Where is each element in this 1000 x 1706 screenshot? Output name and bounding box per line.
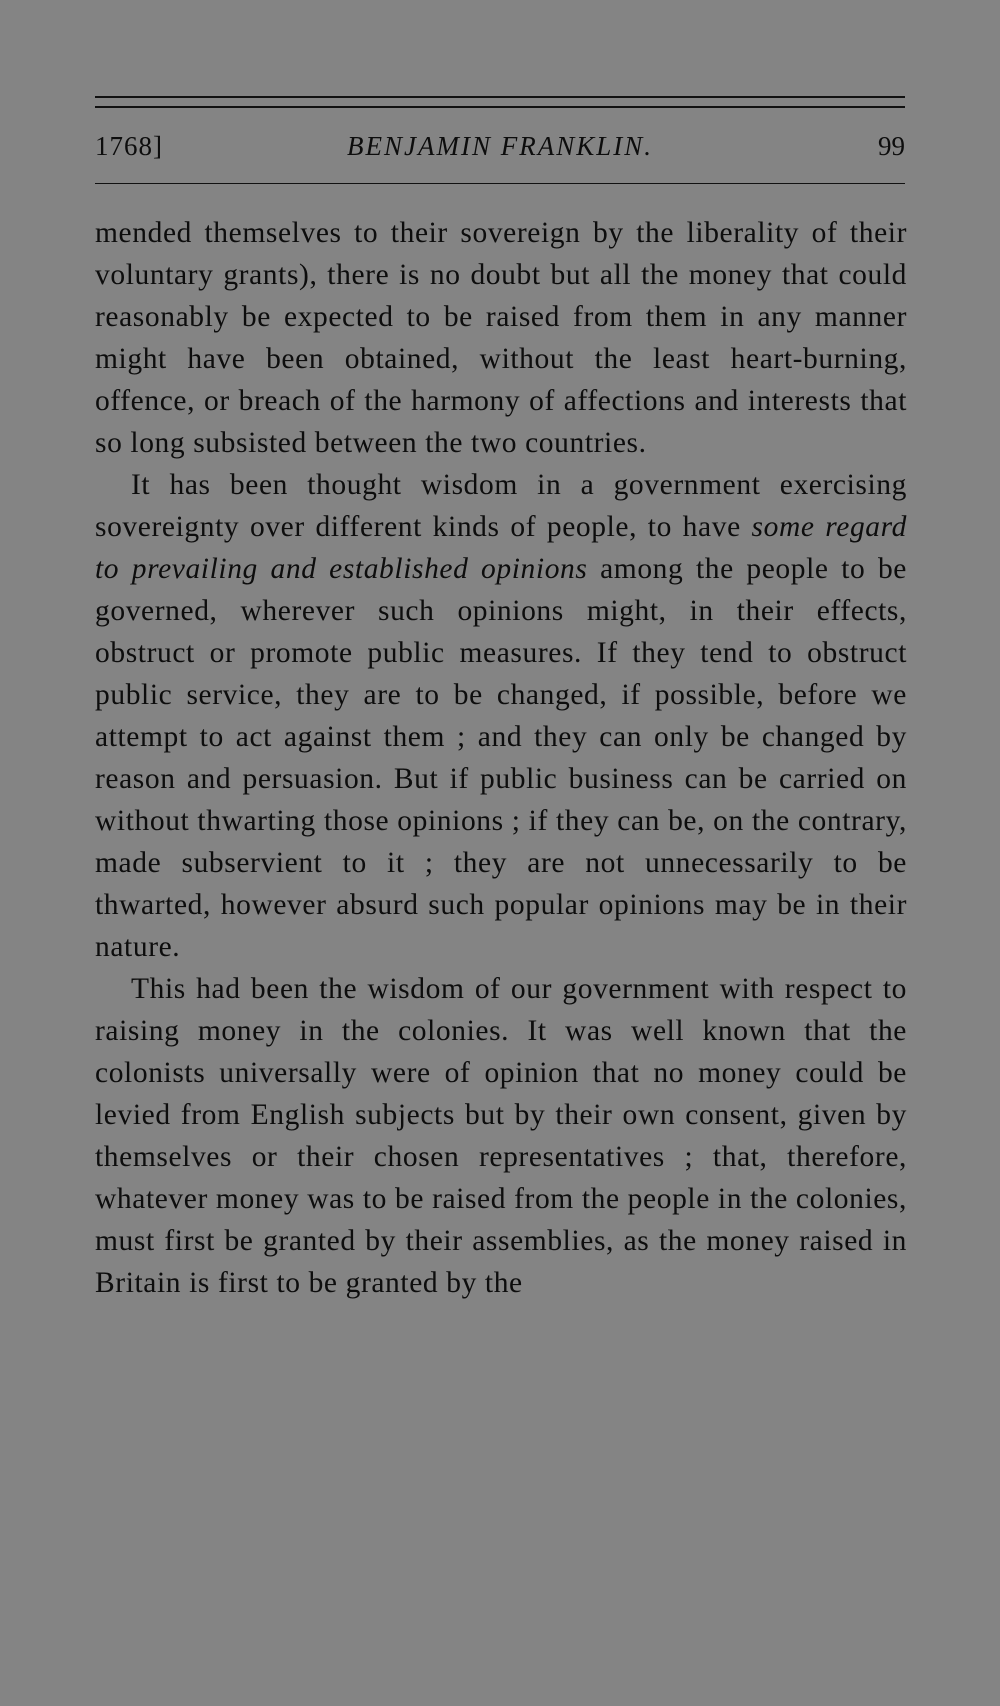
paragraph-text: It has been thought wisdom in a government exercising sovereignty over different kinds of people, to have bbox=[95, 469, 907, 543]
running-head-title: BENJAMIN FRANKLIN. bbox=[347, 131, 653, 161]
header-double-rule-upper bbox=[95, 96, 905, 98]
running-head-year: 1768] bbox=[95, 131, 163, 161]
header-double-rule-lower bbox=[95, 106, 905, 108]
paragraph-continuation: mended themselves to their sovereign by the liberality of their voluntary grants), there is no doubt but all the money that could reasonably be expected to be raised from them in any manner might have been obtained, without the least heart-burning, offence, or breach of the harmony of affections and interests that so long subsisted between the two countries. bbox=[95, 217, 907, 459]
page-body bbox=[95, 212, 907, 1304]
running-head bbox=[95, 131, 905, 171]
page-number: 99 bbox=[878, 131, 905, 161]
paragraph-raising-money: This had been the wisdom of our government with respect to raising money in the colonies. It was well known that the colonists universally were of opinion that no money could be levied from English subjects but by their own consent, given by themselves or their chosen representatives ; that, therefore, whatever money was to be raised from the people in the colonies, must first be granted by their assemblies, as the money raised in Britain is first to be granted by the bbox=[95, 973, 907, 1299]
italic-emphasis: some regard to prevailing and established opinions bbox=[95, 511, 907, 585]
paragraph-text: among the people to be governed, wherever such opinions might, in their effects, obstruct or promote public measures. If they tend to obstruct public service, they are to be changed, if possible, before we attempt to act against them ; and they can only be changed by reason and persuasion. But if public business can be carried on without thwarting those opinions ; if they can be, on the contrary, made subservient to it ; they are not unnecessarily to be thwarted, however absurd such popular opinions may be in their nature. bbox=[95, 553, 907, 963]
header-underline-rule bbox=[95, 183, 905, 184]
paragraph-government-wisdom bbox=[95, 464, 907, 968]
